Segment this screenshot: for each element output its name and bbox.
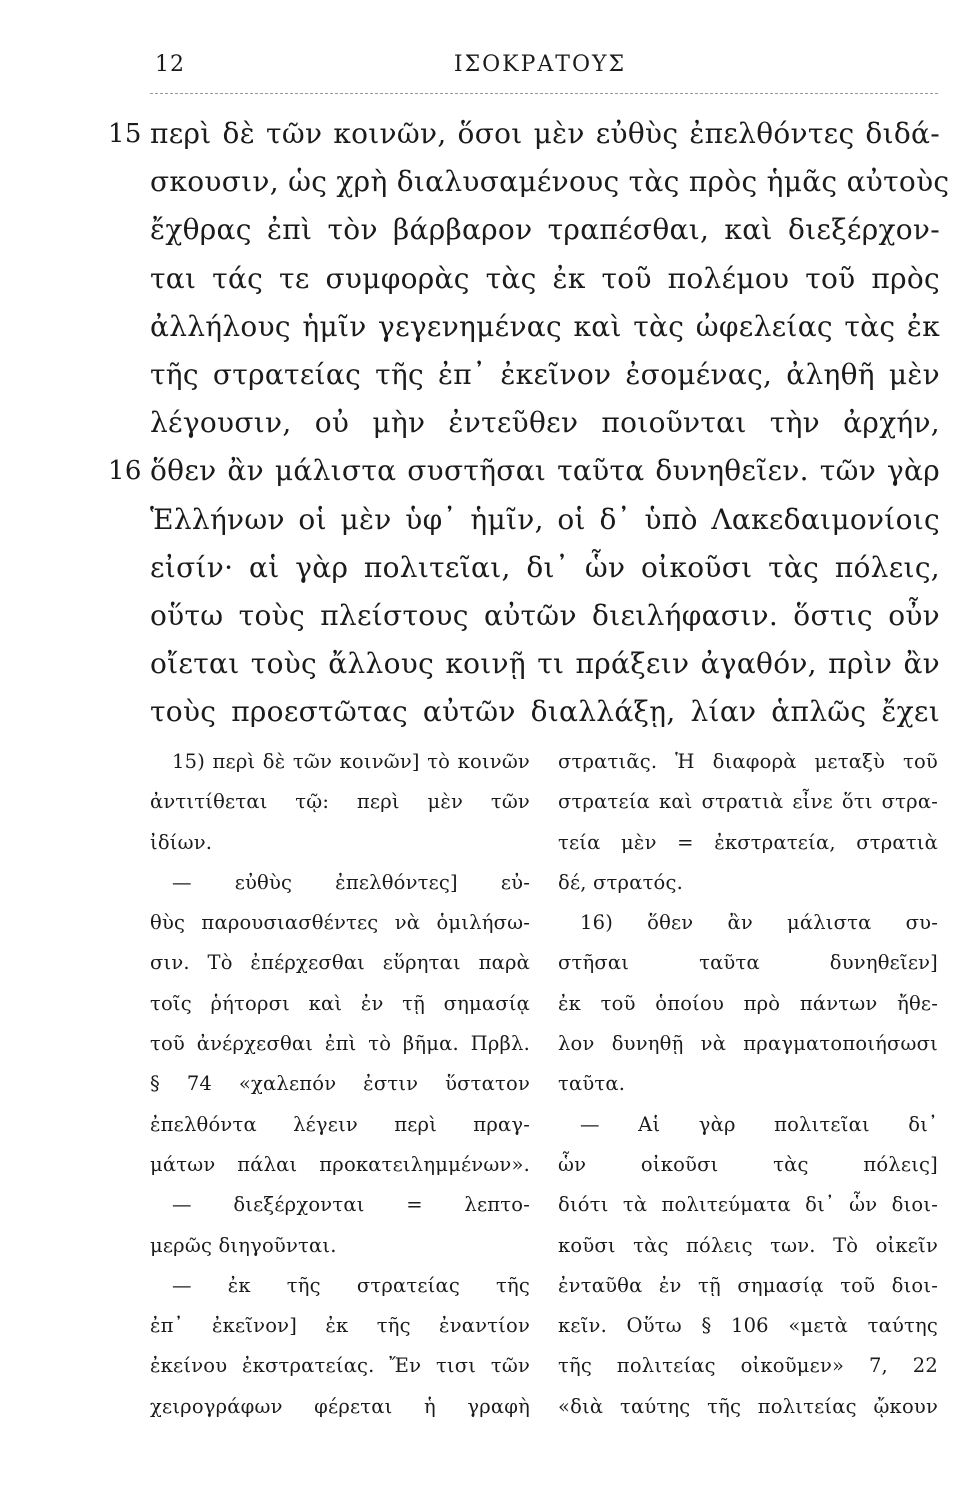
note-line: κοῦσι τὰς πόλεις των. Τὸ οἰκεῖν xyxy=(558,1233,938,1257)
notes-right-column xyxy=(558,742,938,1427)
main-text-line xyxy=(150,592,940,640)
main-text-line-content: τῆς στρατείας τῆς ἐπ᾽ ἐκεῖνον ἐσομένας, ἀληθῆ μὲν xyxy=(150,357,940,391)
main-text-line xyxy=(150,640,940,688)
note-line: στρατιᾶς. Ἡ διαφορὰ μεταξὺ τοῦ xyxy=(558,750,938,773)
section-number: 15 xyxy=(108,119,142,149)
note-line: τοῖς ῥήτορσι καὶ ἐν τῇ σημασίᾳ xyxy=(150,991,530,1015)
notes-left-column xyxy=(150,742,530,1427)
main-text-line-content: ται τάς τε συμφορὰς τὰς ἐκ τοῦ πολέμου τοῦ πρὸς xyxy=(150,261,940,295)
main-text-line xyxy=(108,110,940,158)
note-line: ἐνταῦθα ἐν τῇ σημασίᾳ τοῦ διοι- xyxy=(558,1273,938,1297)
main-text-line-content: εἰσίν· αἱ γὰρ πολιτεῖαι, δι᾽ ὧν οἰκοῦσι τὰς πόλεις, xyxy=(150,550,940,584)
main-text-line-content: Ἑλλήνων οἱ μὲν ὑφ᾽ ἡμῖν, οἱ δ᾽ ὑπὸ Λακεδαιμονίοις xyxy=(150,502,940,536)
note-line: ὧν οἰκοῦσι τὰς πόλεις] xyxy=(558,1152,938,1176)
note-line: στῆσαι ταῦτα δυνηθεῖεν] xyxy=(558,951,938,975)
main-text-line-content: ὅθεν ἂν μάλιστα συστῆσαι ταῦτα δυνηθεῖεν. τῶν γὰρ xyxy=(150,454,940,488)
note-line: κεῖν. Οὕτω § 106 «μετὰ ταύτης xyxy=(558,1314,938,1338)
note-line: 15) περὶ δὲ τῶν κοινῶν] τὸ κοινῶν xyxy=(172,750,530,773)
main-text-line xyxy=(150,688,940,736)
note-line: χειρογράφων φέρεται ἡ γραφὴ xyxy=(150,1394,530,1418)
section-number: 16 xyxy=(108,456,142,487)
main-text-line-content: τοὺς προεστῶτας αὐτῶν διαλλάξῃ, λίαν ἁπλῶς ἔχει xyxy=(150,695,940,729)
note-line: ἐκείνου ἐκστρατείας. Ἔν τισι τῶν xyxy=(150,1354,530,1378)
main-text-line xyxy=(150,351,940,399)
note-line: μάτων πάλαι προκατειλημμένων». xyxy=(150,1152,530,1176)
main-text-line xyxy=(108,447,940,495)
note-line: τῆς πολιτείας οἰκοῦμεν» 7, 22 xyxy=(558,1354,938,1378)
running-title: ΙΣΟΚΡΑΤΟΥΣ xyxy=(453,52,627,77)
page-header xyxy=(0,52,977,88)
note-line: ἐπ᾽ ἐκεῖνον] ἐκ τῆς ἐναντίον xyxy=(150,1314,530,1338)
note-line: ἐκ τοῦ ὁποίου πρὸ πάντων ἤθε- xyxy=(558,991,938,1015)
note-line: διότι τὰ πολιτεύματα δι᾽ ὧν διοι- xyxy=(558,1193,938,1217)
main-text-line xyxy=(150,303,940,351)
note-line: λον δυνηθῇ νὰ πραγματοποιήσωσι xyxy=(558,1032,938,1056)
note-line: τεία μὲν = ἐκστρατεία, στρατιὰ xyxy=(558,830,938,854)
page-number: 12 xyxy=(155,52,185,77)
main-text-line-content: σκουσιν, ὡς χρὴ διαλυσαμένους τὰς πρὸς ἡμᾶς αὐτοὺς xyxy=(150,165,950,199)
main-text-line xyxy=(150,544,940,592)
note-line: σιν. Τὸ ἐπέρχεσθαι εὕρηται παρὰ xyxy=(150,951,530,975)
note-line: ἐπελθόντα λέγειν περὶ πραγ- xyxy=(150,1112,530,1136)
note-line: τοῦ ἀνέρχεσθαι ἐπὶ τὸ βῆμα. Πρβλ. xyxy=(150,1032,530,1056)
note-line: — διεξέρχονται = λεπτο- xyxy=(172,1193,530,1217)
main-text-line-content: λέγουσιν, οὐ μὴν ἐντεῦθεν ποιοῦνται τὴν ἀρχήν, xyxy=(150,406,940,440)
main-text-line xyxy=(150,206,940,254)
note-line: — Αἱ γὰρ πολιτεῖαι δι᾽ xyxy=(580,1112,938,1136)
header-rule xyxy=(150,93,938,94)
note-line: ἀντιτίθεται τῷ: περὶ μὲν τῶν xyxy=(150,790,530,814)
main-text-line xyxy=(150,158,950,206)
note-line: «διὰ ταύτης τῆς πολιτείας ᾤκουν xyxy=(558,1394,938,1418)
note-line: 16) ὅθεν ἂν μάλιστα συ- xyxy=(580,911,938,935)
main-text-line-content: οἴεται τοὺς ἄλλους κοινῇ τι πράξειν ἀγαθόν, πρὶν ἂν xyxy=(150,647,940,681)
note-line: στρατεία καὶ στρατιὰ εἶνε ὅτι στρα- xyxy=(558,790,938,814)
note-line: — εὐθὺς ἐπελθόντες] εὐ- xyxy=(172,870,530,894)
note-line: ταῦτα. xyxy=(558,1072,626,1096)
main-text-line-content: οὕτω τοὺς πλείστους αὐτῶν διειλήφασιν. ὅστις οὖν xyxy=(150,598,940,632)
main-text-line xyxy=(150,255,940,303)
note-line: δέ, στρατός. xyxy=(558,870,684,894)
main-text-line-content: ἀλλήλους ἡμῖν γεγενημένας καὶ τὰς ὠφελείας τὰς ἐκ xyxy=(150,309,940,343)
note-line: ἰδίων. xyxy=(150,830,213,854)
main-text-line-content: περὶ δὲ τῶν κοινῶν, ὅσοι μὲν εὐθὺς ἐπελθόντες διδά- xyxy=(150,117,940,150)
note-line: § 74 «χαλεπόν ἐστιν ὕστατον xyxy=(150,1072,530,1096)
note-line: — ἐκ τῆς στρατείας τῆς xyxy=(172,1273,530,1297)
main-text-line-content: ἔχθρας ἐπὶ τὸν βάρβαρον τραπέσθαι, καὶ διεξέρχον- xyxy=(150,213,940,247)
note-line: θὺς παρουσιασθέντες νὰ ὁμιλήσω- xyxy=(150,911,530,935)
main-text xyxy=(108,110,950,736)
note-line: μερῶς διηγοῦνται. xyxy=(150,1233,337,1257)
main-text-line xyxy=(150,496,940,544)
main-text-line xyxy=(150,399,940,447)
